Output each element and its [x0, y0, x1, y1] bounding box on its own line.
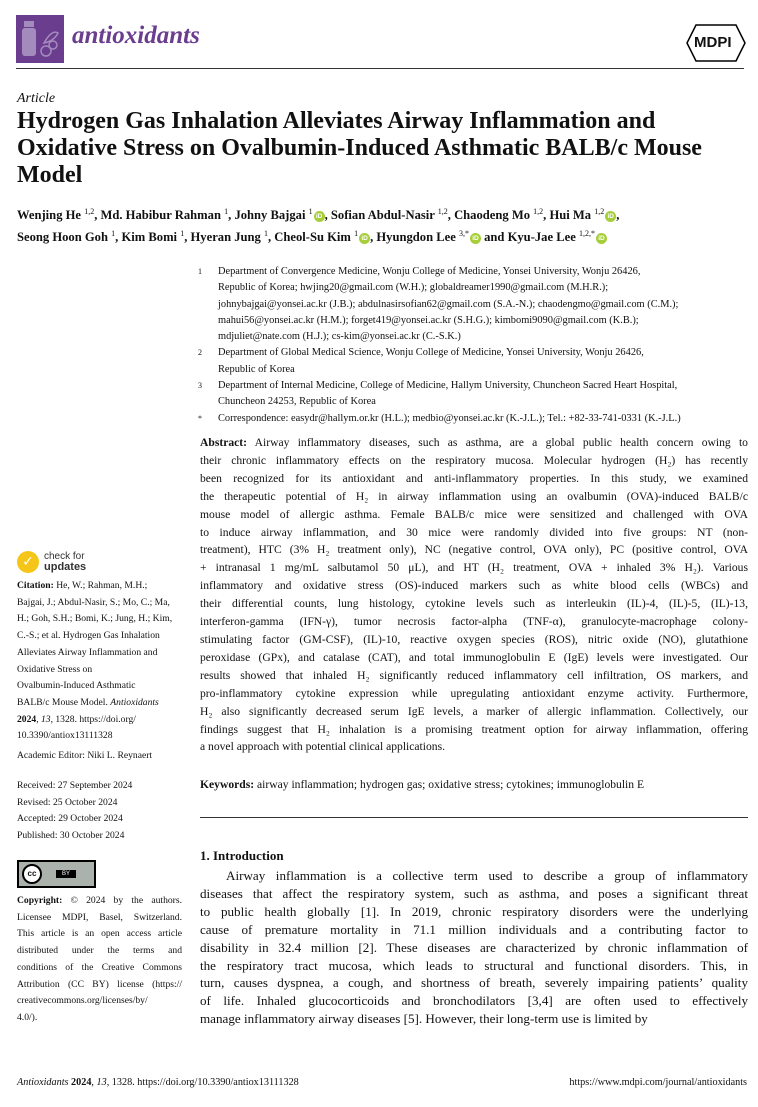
- section-heading: 1. Introduction: [200, 848, 284, 863]
- affiliation-line: Republic of Korea: [218, 363, 295, 375]
- author-affiliation-sup: 1,2: [594, 207, 605, 216]
- journal-url-link[interactable]: https://www.mdpi.com/journal/antioxidants: [569, 1077, 747, 1088]
- author-affiliation-sup: 1: [111, 228, 116, 238]
- author-name: Wenjing He: [17, 208, 82, 223]
- text-line: their chronic inflammatory effects on the respiratory mucosa. Molecular hydrogen (H₂) has recently: [200, 453, 748, 467]
- affiliation-number: 2: [198, 348, 202, 358]
- citation-line: Citation: He, W.; Rahman, M.H.;: [17, 580, 148, 591]
- text-line: peroxidase (GPx), and catalase (CAT), and total immunoglobulin E (IgE) levels were investigated. Our: [200, 650, 748, 664]
- affiliation-line: Department of Convergence Medicine, Wonju College of Medicine, Yonsei University, Wonju 26426,: [218, 266, 641, 277]
- citation-doi-link[interactable]: , 1328. https://doi.org/: [50, 713, 136, 725]
- author-name: Cheol-Su Kim: [274, 229, 351, 244]
- author-list: [17, 203, 747, 246]
- author-name: Md. Habibur Rahman: [100, 208, 221, 223]
- text-line: Abstract: Airway inflammatory diseases, such as asthma, are a global public health concern owing to: [200, 436, 748, 449]
- checkmark-icon: ✓: [17, 551, 39, 573]
- text-line: manage inflammatory airway diseases [5]. However, their long-term use is limited by: [200, 1011, 648, 1027]
- citation-block: [17, 578, 182, 745]
- text-line: + intranasal 1 mg/mL salbutamol 50 μL), and HT (H₂ treatment, OVA + inhaled 3% H₂). Various: [200, 561, 748, 575]
- affiliation-text: [218, 345, 644, 378]
- text-line: to induce airway inflammation, and 30 mice were randomly divided into five groups: NT (non-: [200, 525, 748, 539]
- orcid-icon[interactable]: iD: [605, 211, 616, 222]
- text-line: treatment), HTC (3% H₂ treatment only), NC (negative control, OVA only), PC (positive control, OVA: [200, 543, 748, 557]
- text-line: a novel approach with potential clinical applications.: [200, 740, 445, 754]
- copyright-label: Copyright:: [17, 895, 63, 906]
- affiliation-text: [218, 411, 681, 427]
- text-line: turn, causes dyspnea, a cough, and shortness of breath, severely impairing patients’ quality: [200, 975, 748, 991]
- copyright-block: [17, 893, 182, 1027]
- cc-icon: cc: [22, 864, 42, 884]
- affiliation-item: [198, 264, 750, 345]
- author-affiliation-sup: 3,*: [458, 228, 469, 238]
- affiliation-item: [198, 411, 750, 427]
- text-line: the therapeutic potential of H₂ in airway inflammation using an ovalbumin (OVA)-induced BALB/c: [200, 489, 748, 503]
- text-line: findings suggest that H₂ inhalation is a promising treatment option for airway inflammation, offering: [200, 722, 748, 736]
- affiliation-line: Correspondence: easydr@hallym.or.kr (H.L.); medbio@yonsei.ac.kr (K.-J.L.); Tel.: +82-33-741-0331 (K.-J.L.): [218, 412, 681, 424]
- orcid-icon[interactable]: iD: [314, 211, 325, 222]
- text-line: pro-inflammatory cytokine expression while upregulating antioxidant enzyme activity. Furthermore,: [200, 686, 748, 700]
- citation-line: 2024, 13, 1328. https://doi.org/: [17, 713, 136, 725]
- affiliation-text: [218, 264, 678, 345]
- citation-volume: 13: [40, 713, 51, 725]
- author-name: Kyu-Jae Lee: [507, 229, 576, 244]
- affiliation-number: 3: [198, 381, 202, 391]
- author-name: Hyungdon Lee: [376, 229, 456, 244]
- orcid-icon[interactable]: iD: [470, 233, 481, 244]
- citation-label: Citation:: [17, 580, 54, 591]
- affiliation-line: johnybajgai@yonsei.ac.kr (J.B.); abdulnasirsofian62@gmail.com (S.A.-N.); chaodengmo@gmail.com (C.M.);: [218, 298, 679, 310]
- text-line: their differential counts, lung histology, cytokine levels such as interleukin (IL)-4, (IL)-5, (IL)-13,: [200, 597, 748, 611]
- author-name: Hui Ma: [549, 208, 592, 223]
- publisher-name: MDPI: [694, 34, 732, 51]
- author-name: Sofian Abdul-Nasir: [330, 208, 435, 223]
- author-affiliation-sup: 1: [308, 207, 313, 216]
- author-affiliation-sup: 1,2: [84, 207, 95, 216]
- cc-by-license-badge[interactable]: [17, 860, 96, 888]
- author-affiliation-sup: 1: [180, 228, 185, 238]
- author-affiliation-sup: 1,2: [437, 207, 448, 216]
- text-line: disability in 32.4 million [2]. These diseases are characterized by chronic inflammation of: [200, 939, 748, 955]
- introduction-body: [200, 867, 748, 1028]
- copyright-line: creativecommons.org/licenses/by/: [17, 995, 148, 1007]
- citation-line: Alleviates Airway Inflammation and: [17, 646, 158, 658]
- citation-journal: Antioxidants: [110, 696, 159, 708]
- author-name: Johny Bajgai: [234, 208, 306, 223]
- abstract: [200, 434, 748, 756]
- author-affiliation-sup: 1: [224, 207, 229, 216]
- affiliation-number: *: [198, 413, 202, 423]
- author-line: Wenjing He $^{1,2}$, Md. Habibur Rahman $^1$, Johny Bajgai $^1$iD , Sofian Abdul-Nasir $^{1,2}$, Chaodeng Mo $^{1,2}$, Hui Ma $^{1,2}$iD ,: [17, 207, 620, 223]
- publication-date: Revised: 25 October 2024: [17, 796, 118, 808]
- copyright-line: conditions of the Creative Commons: [17, 961, 182, 973]
- publication-date: Accepted: 29 October 2024: [17, 813, 123, 825]
- citation-line: H.; Goh, S.H.; Bomi, K.; Jung, H.; Kim,: [17, 613, 173, 625]
- copyright-line: Copyright: © 2024 by the authors.: [17, 895, 182, 906]
- check-updates-line2: updates: [44, 561, 87, 573]
- text-line: inflammatory and oxidative stress (OS)-induced markers such as white blood cells (WBCs) and: [200, 579, 748, 593]
- affiliation-number: 1: [198, 267, 202, 276]
- text-line: diseases that affect the respiratory system, such as asthma, and poses a significant threat: [200, 885, 748, 901]
- author-affiliation-sup: 1,2: [533, 207, 544, 216]
- affiliation-line: mahui56@yonsei.ac.kr (H.M.); forget419@yonsei.ac.kr (S.H.G.); kimbomi9090@gmail.com (K.B.);: [218, 314, 639, 326]
- copyright-line: Licensee MDPI, Basel, Switzerland.: [17, 911, 182, 923]
- author-name: Seong Hoon Goh: [17, 229, 108, 244]
- keywords-label: Keywords:: [200, 778, 255, 791]
- text-line: mouse model of allergic asthma. Female BALB/c mice were sensitized and challenged with OVA: [200, 507, 748, 521]
- keywords: [200, 778, 748, 791]
- copyright-line: distributed under the terms and: [17, 945, 182, 957]
- affiliation-line: Department of Internal Medicine, College of Medicine, Hallym University, Chuncheon Sacred Heart Hospital,: [218, 380, 678, 392]
- orcid-icon[interactable]: iD: [359, 233, 370, 244]
- author-name: Kim Bomi: [121, 229, 178, 244]
- copyright-line: This article is an open access article: [17, 928, 182, 940]
- affiliation-item: [198, 378, 750, 411]
- by-label: BY: [56, 870, 76, 878]
- orcid-icon[interactable]: iD: [596, 233, 607, 244]
- publication-date: Received: 27 September 2024: [17, 780, 133, 791]
- text-line: stimulating factor (GM-CSF), (IL)-10, reactive oxygen species (ROS), nitric oxide (NO), glutathione: [200, 632, 748, 646]
- footer-citation: Antioxidants 2024, 13, 1328. https://doi.org/10.3390/antiox13111328: [17, 1077, 299, 1088]
- text-line: results showed that inhaled H₂ significantly reduced inflammatory cell infiltration, OS markers, and: [200, 668, 748, 682]
- author-name: Chaodeng Mo: [454, 208, 530, 223]
- author-affiliation-sup: 1: [354, 228, 359, 238]
- copyright-line: Attribution (CC BY) license (https://: [17, 978, 182, 990]
- keywords-text: airway inflammation; hydrogen gas; oxidative stress; cytokines; immunoglobulin E: [257, 778, 645, 791]
- section-divider: [200, 817, 748, 818]
- abstract-label: Abstract:: [200, 436, 248, 449]
- check-for-updates-button[interactable]: [17, 551, 86, 573]
- header-divider: [16, 68, 744, 69]
- text-line: interferon-gamma (IFN-γ), tumor necrosis factor-alpha (TNF-α), granulocyte-macrophage colony-: [200, 615, 748, 629]
- article-type: Article: [17, 91, 56, 106]
- page-footer: [17, 1077, 747, 1088]
- affiliation-line: Republic of Korea; hwjing20@gmail.com (W.H.); globaldreamer1990@gmail.com (M.H.R.);: [218, 282, 609, 294]
- text-line: Airway inflammation is a collective term used to describe a group of inflammatory: [226, 868, 748, 883]
- dates-block: [17, 778, 182, 845]
- citation-line: Ovalbumin-Induced Asthmatic: [17, 680, 136, 692]
- citation-line: C.-S.; et al. Hydrogen Gas Inhalation: [17, 630, 160, 642]
- citation-line: Oxidative Stress on: [17, 663, 93, 675]
- text-line: H₂ also significantly decreased serum IgE levels, a marker of allergic inflammation. Collectively, our: [200, 704, 748, 718]
- affiliation-item: [198, 345, 750, 378]
- text-line: of life. Inhaled glucocorticoids and bronchodilators [3,4] are often used to effectively: [200, 993, 748, 1009]
- affiliation-line: Chuncheon 24253, Republic of Korea: [218, 396, 376, 408]
- author-conjunction: and: [484, 229, 505, 244]
- copyright-line: 4.0/).: [17, 1011, 38, 1023]
- author-name: Hyeran Jung: [190, 229, 261, 244]
- text-line: been recognized for its antioxidant and anti-inflammatory properties. In this study, we examined: [200, 471, 748, 485]
- check-updates-line1: check for: [44, 551, 85, 562]
- text-line: the respiratory tract mucosa, which leads to structural and functional disorders. This, in: [200, 957, 748, 973]
- affiliations: [198, 264, 750, 427]
- journal-name: antioxidants: [72, 22, 200, 49]
- citation-doi-link[interactable]: 10.3390/antiox13111328: [17, 730, 113, 742]
- citation-line: Bajgai, J.; Abdul-Nasir, S.; Mo, C.; Ma,: [17, 596, 170, 608]
- text-line: to public health globally [1]. In 2019, chronic respiratory disorders were the underlying: [200, 903, 748, 919]
- journal-logo: [16, 15, 64, 63]
- text-line: cause of premature mortality in 71.1 million individuals and a contributing factor to: [200, 921, 748, 937]
- publication-date: Published: 30 October 2024: [17, 830, 125, 842]
- affiliation-line: Department of Global Medical Science, Wonju College of Medicine, Yonsei University, Wonju 26426,: [218, 347, 644, 359]
- citation-year: 2024: [17, 713, 37, 725]
- citation-line: BALB/c Mouse Model. Antioxidants: [17, 696, 159, 708]
- affiliation-text: [218, 378, 677, 411]
- author-line: Seong Hoon Goh $^1$, Kim Bomi $^1$, Hyeran Jung $^1$, Cheol-Su Kim $^1$iD , Hyungdon Lee $^{3,*}$iD and Kyu-Jae Lee $^{1,2,*}$iD: [17, 225, 747, 247]
- page-title: Hydrogen Gas Inhalation Alleviates Airway Inflammation and Oxidative Stress on Ovalbumin-Induced Asthmatic BALB/c Mouse Model: [17, 108, 702, 188]
- author-affiliation-sup: 1: [264, 228, 268, 238]
- author-affiliation-sup: 1,2,*: [578, 228, 595, 238]
- bottle-icon: [16, 15, 64, 63]
- mdpi-logo: [686, 24, 746, 62]
- affiliation-line: mdjuliet@nate.com (H.J.); cs-kim@yonsei.ac.kr (C.-S.K.): [218, 331, 461, 343]
- academic-editor: Academic Editor: Niki L. Reynaert: [17, 750, 153, 761]
